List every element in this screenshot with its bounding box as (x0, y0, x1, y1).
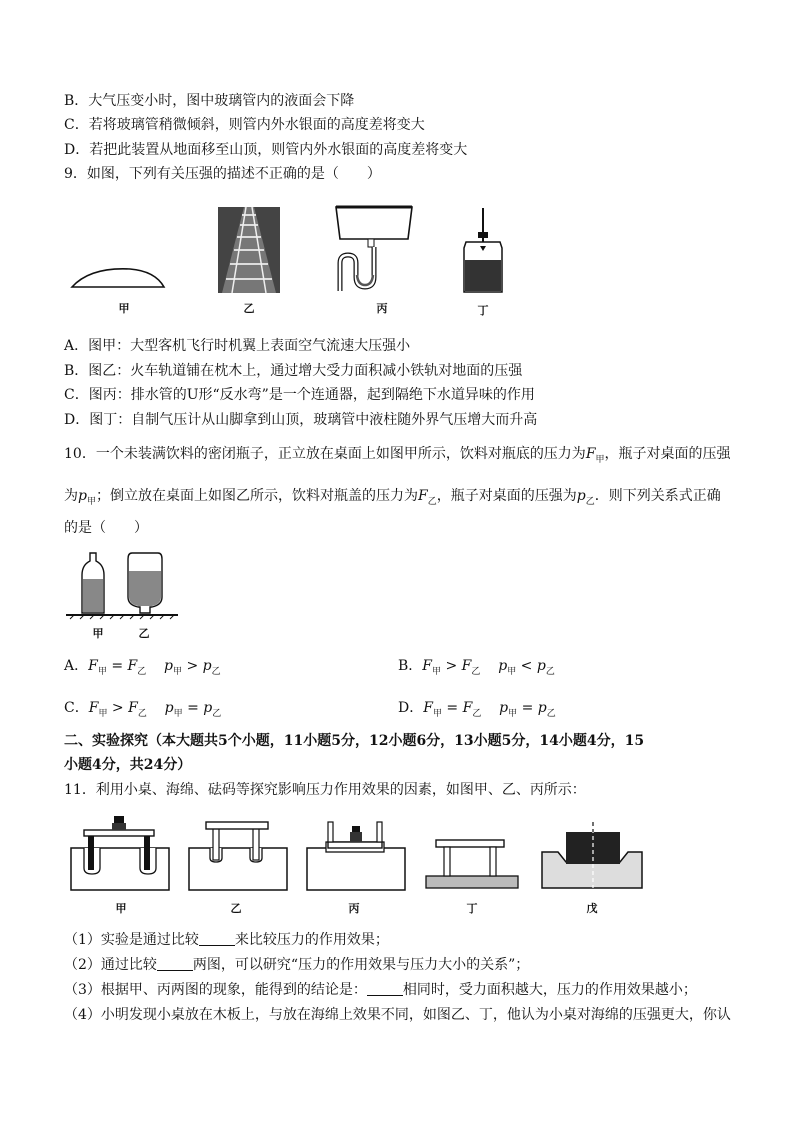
q8-option-c: C．若将玻璃管稍微倾斜，则管内外水银面的高度差将变大 (64, 117, 425, 133)
q9-caption-ding: 丁 (477, 304, 489, 317)
answer-blank[interactable] (367, 981, 403, 996)
q10-option-a: A．$F_甲 = F_乙$ $p_甲 > p_乙$ (64, 658, 221, 677)
q9-option-c: C．图丙：排水管的U形“反水弯”是一个连通器，起到隔绝下水道异味的作用 (64, 387, 535, 403)
q9-caption-bing: 丙 (376, 302, 388, 315)
q11-setup-yi (188, 812, 288, 892)
q11-setup-wu (540, 822, 644, 892)
bottles-figure (66, 549, 178, 627)
q9-stem: 9．如图，下列有关压强的描述不正确的是（ ） (64, 166, 381, 182)
q10-stem-line3: 的是（ ） (64, 520, 148, 536)
q10-option-b: B．$F_甲 > F_乙$ $p_甲 < p_乙$ (398, 658, 555, 677)
answer-blank[interactable] (199, 931, 235, 946)
barometer-bottle-figure (460, 208, 506, 294)
q11-caption-wu: 戊 (586, 902, 598, 915)
q11-caption-yi: 乙 (230, 902, 242, 915)
q11-setup-jia (70, 812, 170, 892)
q11-stem: 11．利用小桌、海绵、砝码等探究影响压力作用效果的因素，如图甲、乙、丙所示： (64, 782, 586, 798)
q11-caption-bing: 丙 (348, 902, 360, 915)
section2-heading-line2: 小题4分，共24分） (64, 757, 192, 773)
q8-option-d: D．若把此装置从地面移至山顶，则管内外水银面的高度差将变大 (64, 142, 468, 158)
q9-option-b: B．图乙：火车轨道铺在枕木上，通过增大受力面积减小铁轨对地面的压强 (64, 363, 523, 379)
q10-caption-yi: 乙 (138, 627, 150, 640)
q11-part1: （1）实验是通过比较 来比较压力的作用效果； (64, 932, 389, 948)
q10-option-d: D．$F_甲 = F_乙$ $p_甲 = p_乙$ (398, 700, 556, 719)
q9-caption-jia: 甲 (118, 302, 130, 315)
railway-track-figure (218, 207, 280, 293)
q10-caption-jia: 甲 (92, 627, 104, 640)
q11-part4: （4）小明发现小桌放在木板上，与放在海绵上效果不同，如图乙、丁，他认为小桌对海绵的压强更大，你认 (64, 1007, 731, 1023)
q10-option-c: C．$F_甲 > F_乙$ $p_甲 = p_乙$ (64, 700, 222, 719)
wing-airfoil-figure (70, 265, 166, 291)
q11-caption-jia: 甲 (115, 902, 127, 915)
q11-part2: （2）通过比较 两图，可以研究“压力的作用效果与压力大小的关系”； (64, 957, 530, 973)
q11-part3: （3）根据甲、丙两图的现象，能得到的结论是： 相同时，受力面积越大，压力的作用效果越小； (64, 982, 697, 998)
q9-caption-yi: 乙 (243, 302, 255, 315)
q11-caption-ding: 丁 (466, 902, 478, 915)
q8-option-b: B．大气压变小时，图中玻璃管内的液面会下降 (64, 93, 355, 109)
q10-stem-line1: 10．一个未装满饮料的密闭瓶子，正立放在桌面上如图甲所示，饮料对瓶底的压力为$F_甲$，瓶子对桌面的压强 (64, 446, 731, 465)
answer-blank[interactable] (157, 956, 193, 971)
q9-option-d: D．图丁：自制气压计从山脚拿到山顶，玻璃管中液柱随外界气压增大而升高 (64, 412, 538, 428)
sink-trap-figure (334, 203, 414, 295)
q11-setup-ding (424, 830, 520, 892)
q10-stem-line2: 为$p_甲$；倒立放在桌面上如图乙所示，饮料对瓶盖的压力为$F_乙$，瓶子对桌面的压强为$p_乙$．则下列关系式正确 (64, 488, 721, 507)
q9-option-a: A．图甲：大型客机飞行时机翼上表面空气流速大压强小 (64, 338, 411, 354)
q11-setup-bing (306, 812, 406, 892)
section2-heading-line1: 二、实验探究（本大题共5个小题，11小题5分，12小题6分，13小题5分，14小题4分，15 (64, 733, 645, 749)
